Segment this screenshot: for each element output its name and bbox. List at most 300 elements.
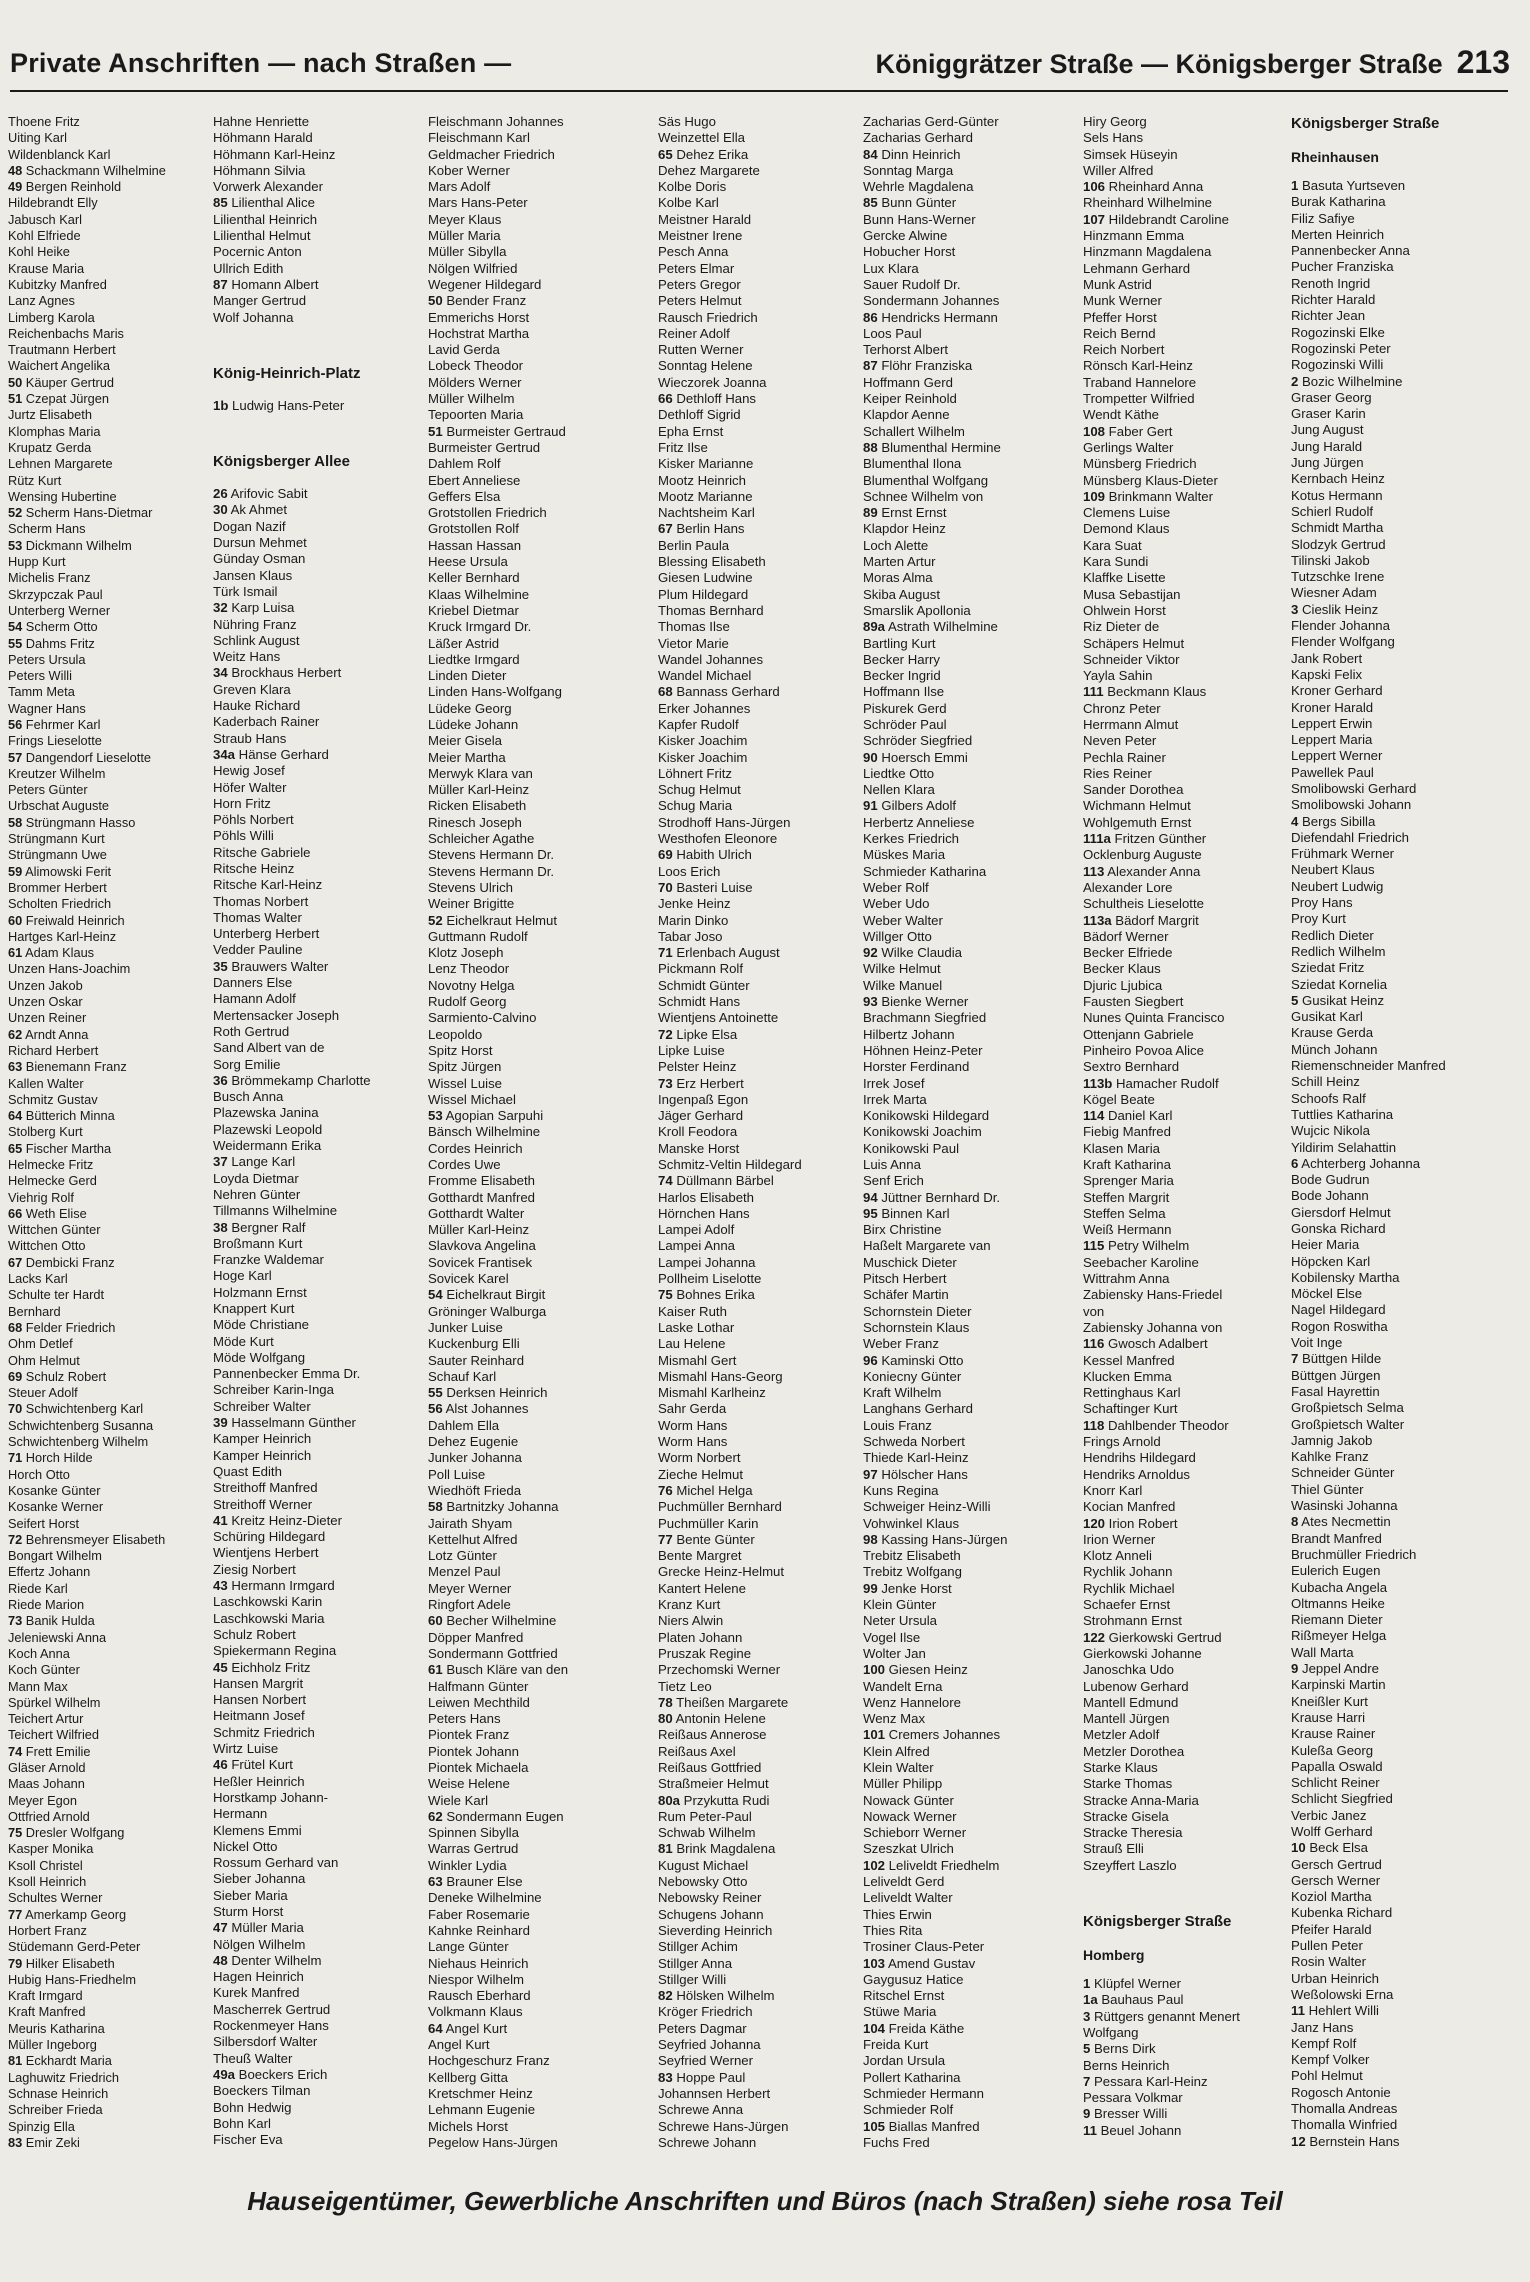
resident-entry: Müller Maria	[428, 228, 501, 244]
resident-entry: Gröninger Walburga	[428, 1303, 547, 1319]
resident-entry: Weber Rolf	[863, 879, 929, 895]
resident-entry: Dahlem Ella	[428, 1417, 500, 1433]
resident-entry: Klasen Maria	[1083, 1140, 1160, 1156]
resident-entry	[1291, 1156, 1503, 1172]
resident-entry: Starke Klaus	[1083, 1759, 1158, 1775]
resident-entry: Lavid Gerda	[428, 342, 500, 358]
resident-entry: Kocian Manfred	[1083, 1499, 1176, 1515]
resident-entry: Hoffmann Ilse	[863, 684, 945, 700]
resident-entry: Erker Johannes	[658, 700, 751, 716]
resident-entry: Hewig Josef	[213, 763, 285, 779]
resident-entry	[428, 1499, 640, 1515]
resident-name: Faber Gert	[1105, 423, 1173, 439]
resident-entry	[8, 717, 220, 733]
resident-name: Gusikat Heinz	[1298, 992, 1385, 1008]
resident-entry: Vietor Marie	[658, 635, 729, 651]
resident-entry: Michelis Franz	[8, 570, 91, 586]
resident-entry: Bode Gudrun	[1291, 1172, 1370, 1188]
resident-entry: Lehmann Gerhard	[1083, 260, 1191, 276]
resident-entry	[1083, 1076, 1295, 1092]
resident-entry	[863, 1662, 1075, 1678]
house-number: 3	[1083, 2008, 1091, 2024]
resident-entry: Kubacha Angela	[1291, 1579, 1388, 1595]
resident-entry: Volkmann Klaus	[428, 2004, 523, 2020]
resident-entry	[1083, 1516, 1295, 1532]
resident-entry: Alexander Lore	[1083, 879, 1173, 895]
house-number: 51	[428, 423, 443, 439]
resident-entry: Scholten Friedrich	[8, 896, 112, 912]
resident-entry: Kolbe Karl	[658, 195, 719, 211]
house-number: 48	[8, 162, 23, 178]
house-number: 71	[8, 1450, 23, 1466]
column-3	[428, 114, 640, 2151]
resident-entry: Seifert Horst	[8, 1515, 80, 1531]
resident-entry	[658, 945, 870, 961]
resident-entry: Hendriks Arnoldus	[1083, 1466, 1191, 1482]
resident-entry: Rychlik Michael	[1083, 1580, 1175, 1596]
resident-entry: Horstkamp Johann-	[213, 1789, 329, 1805]
resident-entry: Schultes Werner	[8, 1890, 103, 1906]
resident-entry: Kernbach Heinz	[1291, 471, 1385, 487]
resident-entry	[213, 1220, 425, 1236]
resident-entry: Przechomski Werner	[658, 1662, 781, 1678]
resident-name: Becher Wilhelmine	[442, 1613, 557, 1629]
resident-entry: Schmitz Friedrich	[213, 1724, 315, 1740]
resident-entry: Kisker Marianne	[658, 456, 754, 472]
resident-entry	[658, 684, 870, 700]
resident-entry	[428, 1809, 640, 1825]
resident-entry: Reich Bernd	[1083, 325, 1156, 341]
house-number: 47	[213, 1920, 228, 1936]
resident-entry: Türk Ismail	[213, 583, 278, 599]
resident-entry	[213, 959, 425, 975]
resident-entry: Ksoll Christel	[8, 1857, 83, 1873]
resident-entry	[658, 1532, 870, 1548]
resident-entry: Schäfer Martin	[863, 1287, 949, 1303]
resident-entry: Gläser Arnold	[8, 1759, 86, 1775]
resident-entry: Reichenbachs Maris	[8, 325, 124, 341]
house-number: 5	[1083, 2041, 1091, 2057]
resident-entry: Möde Kurt	[213, 1333, 274, 1349]
resident-entry: Ohm Detlef	[8, 1336, 73, 1352]
resident-entry: Klotz Joseph	[428, 945, 504, 961]
resident-entry: Pocernic Anton	[213, 244, 302, 260]
resident-entry: Michels Horst	[428, 2118, 508, 2134]
resident-entry: Klaas Wilhelmine	[428, 586, 530, 602]
house-number: 70	[8, 1401, 23, 1417]
resident-entry: Mars Hans-Peter	[428, 195, 528, 211]
resident-name: Flöhr Franziska	[877, 358, 973, 374]
resident-entry: Meyer Egon	[8, 1792, 77, 1808]
resident-entry: Starke Thomas	[1083, 1776, 1173, 1792]
resident-name: Freida Käthe	[885, 2020, 965, 2036]
resident-entry: Haßelt Margarete van	[863, 1238, 991, 1254]
resident-entry: Proy Kurt	[1291, 911, 1346, 927]
resident-entry: Schröder Paul	[863, 716, 947, 732]
house-number: 49	[8, 179, 23, 195]
resident-entry: Kosanke Werner	[8, 1499, 104, 1515]
resident-entry: Pinheiro Povoa Alice	[1083, 1042, 1204, 1058]
resident-entry: Fleischmann Johannes	[428, 114, 564, 129]
resident-entry: Schwichtenberg Susanna	[8, 1417, 154, 1433]
resident-entry: Krause Gerda	[1291, 1025, 1374, 1041]
resident-entry	[1083, 179, 1295, 195]
house-number: 105	[863, 2118, 886, 2134]
house-number: 60	[8, 912, 23, 928]
resident-entry: Richter Jean	[1291, 308, 1366, 324]
resident-entry	[213, 486, 425, 502]
resident-entry: Günday Osman	[213, 551, 306, 567]
resident-entry: Poll Luise	[428, 1466, 486, 1482]
resident-entry: Hansen Margrit	[213, 1675, 304, 1691]
house-number: 30	[213, 502, 228, 518]
resident-entry: Münsberg Klaus-Dieter	[1083, 472, 1218, 488]
house-number: 73	[8, 1613, 23, 1629]
resident-entry: Laske Lothar	[658, 1319, 735, 1335]
resident-entry	[213, 398, 425, 414]
resident-name: Irion Robert	[1105, 1515, 1178, 1531]
resident-entry: Gerlings Walter	[1083, 439, 1174, 455]
resident-entry	[213, 665, 425, 681]
resident-entry	[8, 864, 220, 880]
resident-entry	[1083, 684, 1295, 700]
resident-entry: Höpcken Karl	[1291, 1253, 1371, 1269]
resident-name: Dahms Fritz	[22, 635, 95, 651]
resident-entry: Ziesig Norbert	[213, 1561, 296, 1577]
resident-entry: Pruszak Regine	[658, 1645, 752, 1661]
resident-entry: Lilienthal Heinrich	[213, 211, 318, 227]
resident-entry: Möckel Else	[1291, 1286, 1363, 1302]
resident-entry	[1083, 831, 1295, 847]
resident-name: Dembicki Franz	[22, 1254, 115, 1270]
resident-entry: Mars Adolf	[428, 179, 491, 195]
resident-entry: Kahnke Reinhard	[428, 1922, 530, 1938]
house-number: 58	[428, 1499, 443, 1515]
resident-entry: Spürkel Wilhelm	[8, 1694, 101, 1710]
resident-name: Daniel Karl	[1104, 1108, 1173, 1124]
resident-entry: Konikowski Hildegard	[863, 1108, 990, 1124]
resident-entry: Neubert Ludwig	[1291, 878, 1384, 894]
resident-entry	[863, 750, 1075, 766]
resident-entry: Helmecke Fritz	[8, 1157, 94, 1172]
resident-entry	[863, 1581, 1075, 1597]
resident-entry: Sorg Emilie	[213, 1056, 281, 1072]
resident-entry: Rogozinski Peter	[1291, 340, 1391, 356]
resident-name: Eckhardt Maria	[22, 2053, 112, 2069]
resident-entry: Wolfgang	[1083, 2024, 1139, 2040]
resident-entry	[8, 1255, 220, 1271]
resident-entry: Rossum Gerhard van	[213, 1855, 339, 1871]
resident-name: Beckmann Klaus	[1103, 684, 1207, 700]
resident-entry: Wehrle Magdalena	[863, 179, 974, 195]
resident-entry: Weßolowski Erna	[1291, 1986, 1394, 2002]
resident-entry: Brommer Herbert	[8, 879, 107, 895]
house-number: 3	[1291, 601, 1299, 617]
resident-name: Frett Emilie	[22, 1743, 91, 1759]
resident-entry: Hilbertz Johann	[863, 1026, 955, 1042]
resident-name: Fritzen Günther	[1110, 831, 1207, 847]
resident-entry: Worm Hans	[658, 1417, 728, 1433]
resident-entry: Wirtz Luise	[213, 1741, 279, 1757]
resident-entry: Lehnen Margarete	[8, 456, 113, 472]
resident-entry: Dursun Mehmet	[213, 535, 307, 551]
resident-entry: Bunn Hans-Werner	[863, 211, 976, 227]
house-number: 72	[8, 1531, 23, 1547]
resident-name: Dinn Heinrich	[877, 146, 961, 162]
house-number: 2	[1291, 373, 1299, 389]
resident-entry	[8, 913, 220, 929]
resident-name: Michel Helga	[672, 1482, 753, 1498]
resident-entry: Peters Hans	[428, 1711, 501, 1727]
resident-entry	[1083, 489, 1295, 505]
resident-entry: Rogon Roswitha	[1291, 1318, 1388, 1334]
resident-entry	[8, 1532, 220, 1548]
resident-entry	[1291, 1661, 1503, 1677]
resident-name: Lipke Elsa	[672, 1026, 738, 1042]
resident-entry: Hahne Henriette	[213, 114, 310, 129]
resident-name: Berlin Hans	[672, 521, 745, 537]
resident-entry	[8, 1320, 220, 1336]
resident-entry: Müller Ingeborg	[8, 2037, 97, 2053]
resident-entry: Merten Heinrich	[1291, 226, 1385, 242]
resident-name: Arifovic Sabit	[227, 486, 308, 502]
resident-entry: Kubitzky Manfred	[8, 276, 107, 292]
resident-entry: Graser Karin	[1291, 406, 1366, 422]
resident-entry: Schugens Johann	[658, 1906, 764, 1922]
resident-entry: Bohn Karl	[213, 2115, 271, 2131]
resident-entry: Sarmiento-Calvino	[428, 1010, 537, 1026]
resident-entry: Lüdeke Johann	[428, 716, 519, 732]
resident-entry: Kohl Elfriede	[8, 228, 81, 244]
resident-entry	[8, 1907, 220, 1923]
resident-entry	[8, 1369, 220, 1385]
resident-entry: Quast Edith	[213, 1463, 282, 1479]
resident-entry: Kuckenburg Elli	[428, 1336, 520, 1352]
resident-entry	[8, 1141, 220, 1157]
resident-entry: Pöhls Norbert	[213, 812, 294, 828]
resident-entry: Metzler Dorothea	[1083, 1743, 1185, 1759]
resident-entry: Bädorf Werner	[1083, 928, 1169, 944]
house-number: 60	[428, 1613, 443, 1629]
resident-entry: Cordes Uwe	[428, 1157, 501, 1172]
resident-entry: Lange Günter	[428, 1939, 509, 1955]
resident-entry: Wegener Hildegard	[428, 276, 542, 292]
resident-name: Wilke Claudia	[877, 945, 962, 961]
house-number: 52	[8, 505, 23, 521]
resident-entry: Epha Ernst	[658, 423, 724, 439]
resident-entry	[658, 1483, 870, 1499]
resident-entry	[1083, 424, 1295, 440]
house-number: 64	[428, 2020, 443, 2036]
resident-name: Bartnitzky Johanna	[442, 1499, 559, 1515]
resident-entry: Gaygusuz Hatice	[863, 1971, 964, 1987]
resident-name: Theißen Margarete	[672, 1694, 789, 1710]
resident-entry: Kuleßa Georg	[1291, 1742, 1374, 1758]
resident-entry: Stillger Anna	[658, 1955, 733, 1971]
house-number: 68	[8, 1319, 23, 1335]
resident-entry: Pechla Rainer	[1083, 749, 1166, 765]
resident-entry	[1083, 1336, 1295, 1352]
resident-entry: Franzke Waldemar	[213, 1252, 324, 1268]
resident-entry: Straßmeier Helmut	[658, 1776, 769, 1792]
resident-entry: Pelster Heinz	[658, 1059, 737, 1075]
resident-entry: Möde Wolfgang	[213, 1349, 306, 1365]
resident-entry: Wagner Hans	[8, 700, 86, 716]
resident-entry: Ebert Anneliese	[428, 472, 521, 488]
house-number: 41	[213, 1512, 228, 1528]
resident-entry: Berlin Paula	[658, 537, 730, 553]
resident-entry: Limberg Karola	[8, 309, 95, 325]
house-number: 39	[213, 1415, 228, 1431]
resident-entry: Kögel Beate	[1083, 1091, 1155, 1107]
resident-entry: Tabar Joso	[658, 928, 723, 944]
resident-entry: Schaftinger Kurt	[1083, 1401, 1178, 1417]
resident-name: Dangendorf Lieselotte	[22, 749, 152, 765]
resident-entry: Smolibowski Gerhard	[1291, 780, 1417, 796]
resident-entry: Spitz Jürgen	[428, 1059, 502, 1075]
resident-name: Jeppel Andre	[1298, 1661, 1379, 1677]
resident-name: Alst Johannes	[442, 1401, 529, 1417]
resident-name: Amend Gustav	[885, 1955, 976, 1971]
house-number: 80	[658, 1711, 673, 1727]
resident-entry: Munk Astrid	[1083, 276, 1152, 292]
resident-entry: Trosiner Claus-Peter	[863, 1939, 985, 1955]
resident-entry: Piontek Michaela	[428, 1759, 529, 1775]
resident-entry: Wichmann Helmut	[1083, 798, 1191, 814]
resident-entry: Rönsch Karl-Heinz	[1083, 358, 1193, 374]
resident-entry: Slavkova Angelina	[428, 1238, 536, 1254]
resident-entry: Rütz Kurt	[8, 472, 62, 488]
resident-entry	[1291, 993, 1503, 1009]
resident-entry: Wolff Gerhard	[1291, 1823, 1373, 1839]
resident-entry: Neubert Klaus	[1291, 862, 1375, 878]
resident-entry: Meyer Klaus	[428, 211, 502, 227]
resident-name: Eichelkraut Helmut	[442, 912, 558, 928]
resident-entry: Dehez Eugenie	[428, 1434, 519, 1450]
resident-name: Scherm Hans-Dietmar	[22, 505, 153, 521]
resident-entry: Flender Wolfgang	[1291, 634, 1395, 650]
resident-entry: Säs Hugo	[658, 114, 716, 129]
resident-entry: Smarslik Apollonia	[863, 602, 971, 618]
resident-entry	[213, 1073, 425, 1089]
resident-entry: Höhmann Karl-Heinz	[213, 146, 336, 162]
house-number: 9	[1291, 1661, 1299, 1677]
resident-entry: Thies Erwin	[863, 1906, 932, 1922]
resident-entry	[863, 1190, 1075, 1206]
resident-name: Binnen Karl	[877, 1205, 950, 1221]
resident-entry: Sels Hans	[1083, 130, 1144, 146]
resident-entry: Rockenmeyer Hans	[213, 2018, 329, 2034]
resident-entry: Wientjens Antoinette	[658, 1010, 779, 1026]
resident-name: Jenke Horst	[877, 1580, 952, 1596]
resident-entry: Loos Paul	[863, 325, 922, 341]
resident-entry: Unterberg Herbert	[213, 926, 320, 942]
resident-entry: Munk Werner	[1083, 293, 1162, 309]
resident-name: Bohnes Erika	[672, 1287, 755, 1303]
resident-entry: Chronz Peter	[1083, 700, 1161, 716]
resident-entry: Kreutzer Wilhelm	[8, 765, 106, 781]
resident-entry: Strodhoff Hans-Jürgen	[658, 814, 791, 830]
resident-entry: Schäpers Helmut	[1083, 635, 1185, 651]
resident-entry: Streithoff Manfred	[213, 1480, 318, 1496]
house-number: 61	[8, 945, 23, 961]
resident-entry: Kober Werner	[428, 162, 510, 178]
resident-entry: Krause Rainer	[1291, 1726, 1376, 1742]
resident-entry: Linden Dieter	[428, 668, 507, 684]
resident-entry: Demond Klaus	[1083, 521, 1170, 537]
resident-entry: Wiele Karl	[428, 1792, 489, 1808]
house-number: 75	[658, 1287, 673, 1303]
resident-entry: Irrek Marta	[863, 1091, 927, 1107]
resident-entry: Bruchmüller Friedrich	[1291, 1546, 1417, 1562]
resident-entry	[863, 1727, 1075, 1743]
resident-entry	[8, 505, 220, 521]
resident-entry: Becker Elfriede	[1083, 945, 1173, 961]
resident-entry: Wohlgemuth Ernst	[1083, 814, 1192, 830]
resident-name: Schackmann Wilhelmine	[22, 162, 166, 178]
resident-entry: Rinesch Joseph	[428, 814, 522, 830]
resident-entry: Mismahl Gert	[658, 1352, 737, 1368]
resident-entry: Schneider Günter	[1291, 1465, 1395, 1481]
resident-entry: Bänsch Wilhelmine	[428, 1124, 541, 1140]
house-number: 71	[658, 945, 673, 961]
house-number: 67	[8, 1254, 23, 1270]
resident-entry: Leiwen Mechthild	[428, 1694, 530, 1710]
resident-entry	[213, 502, 425, 518]
house-number: 65	[8, 1140, 23, 1156]
resident-entry: Koziol Martha	[1291, 1889, 1372, 1905]
resident-entry: Mootz Marianne	[658, 488, 753, 504]
resident-entry: Thiede Karl-Heinz	[863, 1450, 969, 1466]
resident-entry: Meistner Harald	[658, 211, 752, 227]
resident-entry: Nachtsheim Karl	[658, 505, 755, 521]
resident-entry: Rogozinski Elke	[1291, 324, 1385, 340]
resident-entry: Unzen Oskar	[8, 994, 83, 1010]
resident-entry: Nunes Quinta Francisco	[1083, 1010, 1225, 1026]
resident-name: Beuel Johann	[1096, 2122, 1182, 2138]
resident-entry: Kapski Felix	[1291, 666, 1363, 682]
resident-entry: Kriebel Dietmar	[428, 602, 519, 618]
resident-entry: Tilinski Jakob	[1291, 552, 1370, 568]
resident-name: Blumenthal Hermine	[877, 439, 1001, 455]
resident-entry	[8, 2135, 220, 2151]
resident-entry	[1291, 2003, 1503, 2019]
resident-entry: Lanz Agnes	[8, 293, 75, 309]
resident-entry	[8, 163, 220, 179]
resident-entry	[213, 1513, 425, 1529]
resident-entry: Riz Dieter de	[1083, 619, 1160, 635]
resident-entry	[428, 1662, 640, 1678]
resident-entry: Burak Katharina	[1291, 194, 1386, 210]
house-number: 5	[1291, 992, 1299, 1008]
house-number: 9	[1083, 2106, 1091, 2122]
house-number: 83	[658, 2069, 673, 2085]
house-number: 111a	[1083, 831, 1111, 847]
resident-entry: Lilienthal Helmut	[213, 228, 311, 244]
resident-entry: Peters Helmut	[658, 293, 742, 309]
resident-entry: Pollheim Liselotte	[658, 1271, 762, 1287]
resident-entry: Klemens Emmi	[213, 1822, 302, 1838]
resident-entry: Stillger Achim	[658, 1939, 738, 1955]
resident-name: Hamacher Rudolf	[1112, 1075, 1219, 1091]
resident-entry: Niers Alwin	[658, 1613, 724, 1629]
house-number: 57	[8, 749, 23, 765]
resident-entry: Bongart Wilhelm	[8, 1548, 102, 1564]
resident-entry	[1083, 2041, 1295, 2057]
resident-entry: Stevens Hermann Dr.	[428, 863, 555, 879]
resident-entry	[658, 147, 870, 163]
resident-entry: Strüngmann Kurt	[8, 831, 105, 847]
